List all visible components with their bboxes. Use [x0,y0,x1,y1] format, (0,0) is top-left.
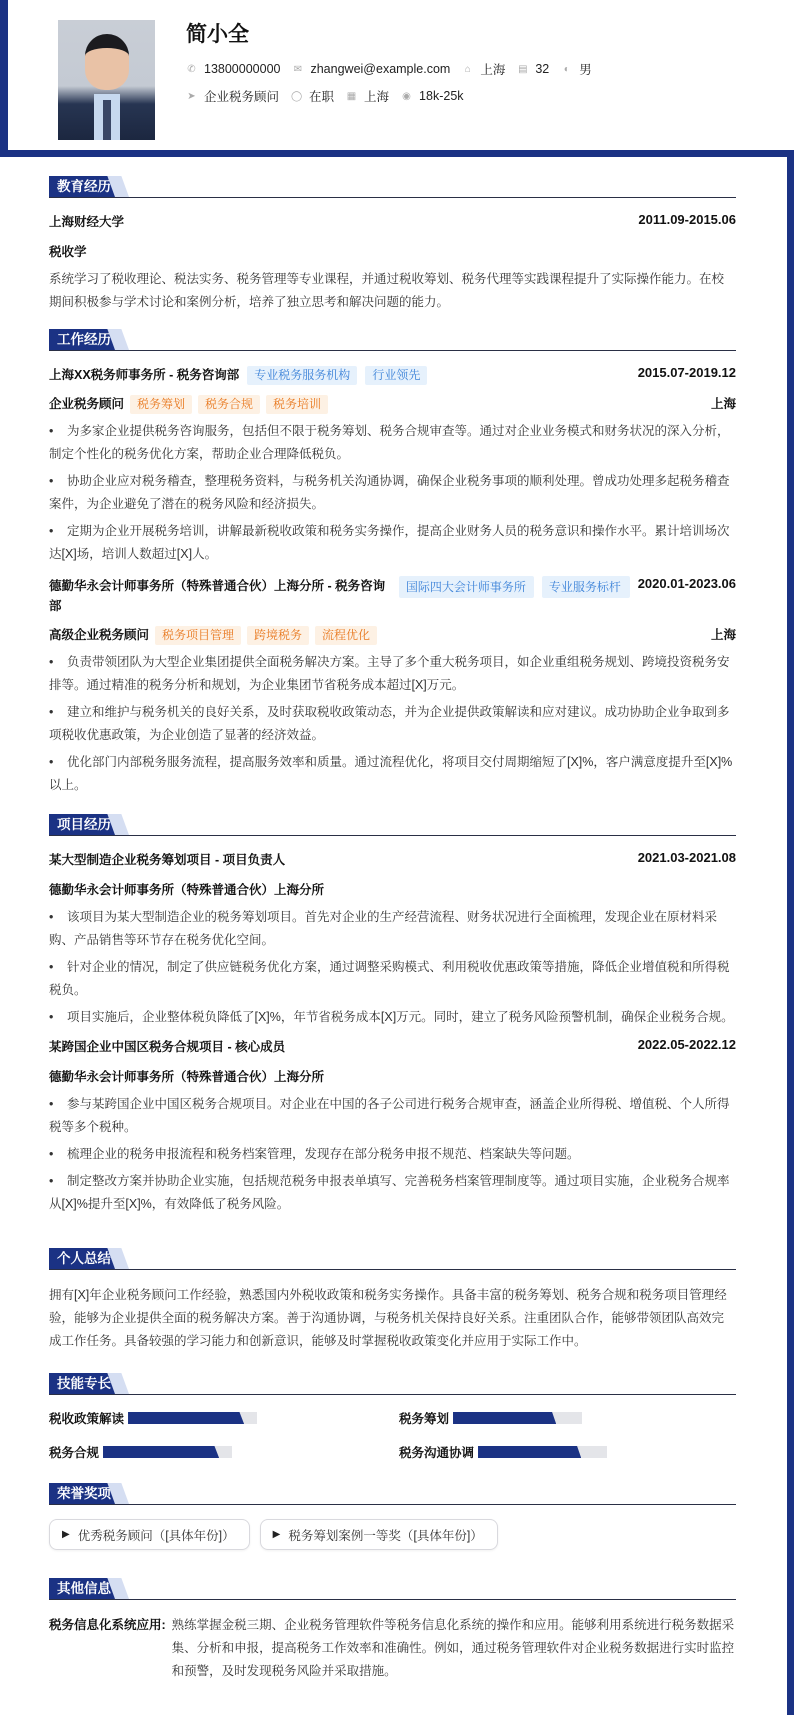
position-text: 高级企业税务顾问 [49,628,150,642]
triangle-right-icon: ▶ [272,1529,281,1540]
work-company-row [49,365,736,385]
bullet-text: 为多家企业提供税务咨询服务，包括但不限于税务筹划、税务合规审查等。通过对企业业务模式和财务状况的深入分析，制定个性化的税务优化方案，帮助企业合理降低税负。 [49,424,730,461]
location-item [462,60,505,78]
salary-icon: ◉ [402,90,411,102]
project-bullet: • 参与某跨国企业中国区税务合规项目。对企业在中国的各子公司进行税务合规审查，涵盖企业所得税、增值税、个人所得税等多个税种。 [49,1097,730,1134]
skill-bar-fill [128,1412,244,1424]
photo-face [85,34,129,90]
project-bullets [49,1093,736,1216]
resume-body [49,174,736,1683]
work-bullet: • 建立和维护与税务机关的良好关系，及时获取税收政策动态，并为企业提供政策解读和应对建议。成功协助企业争取到多项税收优惠政策，为企业创造了显著的经济效益。 [49,705,730,742]
bullet-text: 梳理企业的税务申报流程和税务档案管理，发现存在部分税务申报不规范、档案缺失等问题。 [67,1147,580,1161]
company-tag: 专业服务标杆 [542,576,630,598]
work-bullet: • 为多家企业提供税务咨询服务，包括但不限于税务筹划、税务合规审查等。通过对企业业务模式和财务状况的深入分析，制定个性化的税务优化方案，帮助企业合理降低税负。 [49,424,730,461]
project-bullets [49,906,736,1029]
location-value: 上海 [480,63,506,77]
section-title: 教育经历 [49,176,119,197]
section-title: 荣誉奖项 [49,1483,119,1504]
section-title: 个人总结 [49,1248,119,1269]
other-info-label: 税务信息化系统应用: [49,1618,166,1632]
work-position-row [49,394,736,414]
candidate-name: 简小全 [186,23,249,46]
section-header [49,174,736,198]
work-bullets [49,420,736,566]
skill-bar-fill [103,1446,219,1458]
phone-icon: ✆ [187,63,196,75]
age-item [517,62,549,76]
work-bullet: • 定期为企业开展税务培训，讲解最新税收政策和税务实务操作，提高企业财务人员的税务意识和操作水平。累计培训场次达[X]场，培训人数超过[X]人。 [49,524,730,561]
status-item [291,87,334,105]
company-tag: 专业税务服务机构 [247,366,357,385]
target-city-item [346,87,389,105]
bullet-text: 该项目为某大型制造企业的税务筹划项目。首先对企业的生产经营流程、财务状况进行全面梳理，发现企业在原材料采购、产品销售等环节存在税务优化空间。 [49,910,718,947]
project-org: 德勤华永会计师事务所（特殊普通合伙）上海分所 [49,883,325,897]
skill-bar-track [453,1412,582,1424]
section-title: 其他信息 [49,1578,119,1599]
project-bullet: • 梳理企业的税务申报流程和税务档案管理，发现存在部分税务申报不规范、档案缺失等问题。 [49,1147,580,1161]
target-position-item [186,87,279,105]
skill-item [49,1409,399,1427]
contact-row [186,60,604,78]
work-bullet: • 负责带领团队为大型企业集团提供全面税务解决方案。主导了多个重大税务项目，如企业重组税务规划、跨境投资税务安排等。通过精准的税务分析和规划，为企业集团节省税务成本超过[X]万元。 [49,655,730,692]
work-date: 2020.01-2023.06 [637,576,736,591]
bullet-text: 项目实施后，企业整体税负降低了[X]%，年节省税务成本[X]万元。同时，建立了税务风险预警机制，确保企业税务合规。 [67,1010,734,1024]
project-name: 某跨国企业中国区税务合规项目 - 核心成员 [49,1040,286,1054]
section-header [49,1246,736,1270]
company-tags [391,576,630,598]
work-item [49,576,736,797]
project-title-row [49,850,736,868]
right-frame-border [787,150,794,1715]
company-name: 德勤华永会计师事务所（特殊普通合伙）上海分所 - 税务咨询部 [49,579,386,613]
education-description: 系统学习了税收理论、税法实务、税务管理等专业课程，并通过税收筹划、税务代理等实践课程提升了实际操作能力。在校期间积极参与学术讨论和案例分析，培养了独立思考和解决问题的能力。 [49,272,725,309]
award-item [260,1519,498,1550]
age-icon: ▤ [518,63,528,75]
project-org: 德勤华永会计师事务所（特殊普通合伙）上海分所 [49,1070,325,1084]
gender-value: 男 [579,63,592,77]
photo-tie [103,100,111,140]
project-item [49,850,736,1029]
building-icon: ▦ [346,90,357,102]
position-tag: 跨境税务 [247,626,309,645]
resume-header [0,0,794,157]
skill-label: 税务沟通协调 [399,1446,475,1460]
award-text: 优秀税务顾问（[具体年份]） [77,1528,235,1543]
other-info-row [49,1614,736,1683]
skill-item [399,1443,729,1461]
bullet-text: 制定整改方案并协助企业实施，包括规范税务申报表单填写、完善税务档案管理制度等。通过项目实施，企业税务合规率从[X]%提升至[X]%，有效降低了税务风险。 [49,1174,730,1211]
work-position-row [49,625,736,645]
award-item [49,1519,250,1550]
mail-icon: ✉ [293,63,303,75]
status-icon: ◯ [291,90,303,102]
project-item [49,1037,736,1216]
project-bullet: • 该项目为某大型制造企业的税务筹划项目。首先对企业的生产经营流程、财务状况进行全面梳理，发现企业在原材料采购、产品销售等环节存在税务优化空间。 [49,910,718,947]
company-name-text: 上海XX税务师事务所 - 税务咨询部 [49,368,240,382]
education-row [49,212,736,230]
phone-item [186,62,280,76]
skill-item [49,1443,399,1461]
position-tag: 流程优化 [315,626,377,645]
section-title: 项目经历 [49,814,119,835]
project-bullet: • 项目实施后，企业整体税负降低了[X]%，年节省税务成本[X]万元。同时，建立了税务风险预警机制，确保企业税务合规。 [49,1010,734,1024]
triangle-right-icon: ▶ [62,1529,70,1540]
education-date: 2011.09-2015.06 [638,212,736,227]
section-header [49,812,736,836]
bullet-text: 负责带领团队为大型企业集团提供全面税务解决方案。主导了多个重大税务项目，如企业重组税务规划、跨境投资税务安排等。通过精准的税务分析和规划，为企业集团节省税务成本超过[X]万元。 [49,655,730,692]
section-header [49,1576,736,1600]
bullet-text: 协助企业应对税务稽查，整理税务资料，与税务机关沟通协调，确保企业税务事项的顺利处理。曾成功处理多起税务稽查案件，为企业避免了潜在的税务风险和经济损失。 [49,474,730,511]
section-header [49,327,736,351]
company-name [49,365,427,385]
position-tag: 税务合规 [198,395,260,414]
salary-item [401,89,463,103]
age-value: 32 [535,62,550,76]
school-name: 上海财经大学 [49,215,125,229]
award-text: 税务筹划案例一等奖（[具体年份]） [288,1528,483,1543]
bullet-text: 建立和维护与税务机关的良好关系，及时获取税收政策动态，并为企业提供政策解读和应对建议。成功协助企业争取到多项税收优惠政策，为企业创造了显著的经济效益。 [49,705,730,742]
company-tag: 国际四大会计师事务所 [399,576,534,598]
send-icon: ➤ [187,90,196,102]
position [49,625,377,645]
skill-label: 税务筹划 [399,1412,450,1426]
project-name: 某大型制造企业税务筹划项目 - 项目负责人 [49,853,286,867]
awards-list [49,1519,736,1550]
avatar-photo [58,20,155,140]
email-value: zhangwei@example.com [310,62,451,76]
salary-value: 18k-25k [419,89,464,103]
project-title-row [49,1037,736,1055]
work-bullets [49,651,736,797]
project-bullet: • 针对企业的情况，制定了供应链税务优化方案，通过调整采购模式、利用税收优惠政策等措施，降低企业增值税和所得税税负。 [49,960,730,997]
position-text: 企业税务顾问 [49,397,125,411]
skills-grid [49,1409,736,1461]
skills-section [49,1371,736,1481]
work-company-row [49,576,736,616]
bullet-text: 参与某跨国企业中国区税务合规项目。对企业在中国的各子公司进行税务合规审查，涵盖企业所得税、增值税、个人所得税等多个税种。 [49,1097,730,1134]
bullet-text: 针对企业的情况，制定了供应链税务优化方案，通过调整采购模式、利用税收优惠政策等措施，降低企业增值税和所得税税负。 [49,960,730,997]
skill-bar-track [103,1446,232,1458]
major: 税收学 [49,245,87,259]
other-info-text: 熟练掌握金税三期、企业税务管理软件等税务信息化系统的操作和应用。能够利用系统进行税务数据采集、分析和申报，提高税务工作效率和准确性。例如，通过税务管理软件对企业税务数据进行实时监控和预警，及时发现税务风险并采取措施。 [171,1618,735,1678]
bullet-text: 定期为企业开展税务培训，讲解最新税收政策和税务实务操作，提高企业财务人员的税务意识和操作水平。累计培训场次达[X]场，培训人数超过[X]人。 [49,524,730,561]
work-date: 2015.07-2019.12 [637,365,736,380]
other-section [49,1576,736,1683]
email-item [292,62,450,76]
project-date: 2021.03-2021.08 [637,850,736,865]
position [49,394,328,414]
work-bullet: • 协助企业应对税务稽查，整理税务资料，与税务机关沟通协调，确保企业税务事项的顺利处理。曾成功处理多起税务稽查案件，为企业避免了潜在的税务风险和经济损失。 [49,474,730,511]
skill-label: 税收政策解读 [49,1412,125,1426]
work-city: 上海 [710,397,736,411]
skill-bar-fill [478,1446,581,1458]
gender-item [561,60,592,78]
project-date: 2022.05-2022.12 [637,1037,736,1052]
company-tag: 行业领先 [365,366,427,385]
work-item [49,365,736,566]
work-city: 上海 [710,628,736,642]
target-position-value: 企业税务顾问 [204,90,280,104]
section-header [49,1481,736,1505]
home-icon: ⌂ [464,63,471,75]
section-title: 工作经历 [49,329,119,350]
section-title: 技能专长 [49,1373,119,1394]
status-value: 在职 [309,90,335,104]
target-city-value: 上海 [364,90,390,104]
education-section [49,174,736,327]
skill-item [399,1409,729,1427]
summary-text: 拥有[X]年企业税务顾问工作经验，熟悉国内外税收政策和税务实务操作。具备丰富的税务筹划、税务合规和税务项目管理经验，能够为企业提供全面的税务解决方案。善于沟通协调，与税务机关保持良好关系。注重团队合作，能够带领团队高效完成工作任务。具备较强的学习能力和创新意识，能够及时掌握税收政策变化并应用于实际工作中。 [49,1288,727,1348]
phone-value: 13800000000 [204,62,281,76]
project-bullet: • 制定整改方案并协助企业实施，包括规范税务申报表单填写、完善税务档案管理制度等。通过项目实施，企业税务合规率从[X]%提升至[X]%，有效降低了税务风险。 [49,1174,730,1211]
summary-section [49,1246,736,1371]
bullet-text: 优化部门内部税务服务流程，提高服务效率和质量。通过流程优化，将项目交付周期缩短了[X]%，客户满意度提升至[X]%以上。 [49,755,733,792]
skill-bar-track [478,1446,607,1458]
intent-row [186,87,476,105]
work-section [49,327,736,812]
gender-icon: ◐ [563,63,570,75]
skill-label: 税务合规 [49,1446,100,1460]
position-tag: 税务项目管理 [155,626,241,645]
work-bullet: • 优化部门内部税务服务流程，提高服务效率和质量。通过流程优化，将项目交付周期缩短了[X]%，客户满意度提升至[X]%以上。 [49,755,733,792]
skill-bar-fill [453,1412,556,1424]
position-tag: 税务筹划 [130,395,192,414]
projects-section [49,812,736,1246]
position-tag: 税务培训 [266,395,328,414]
skill-bar-track [128,1412,257,1424]
section-header [49,1371,736,1395]
awards-section [49,1481,736,1576]
